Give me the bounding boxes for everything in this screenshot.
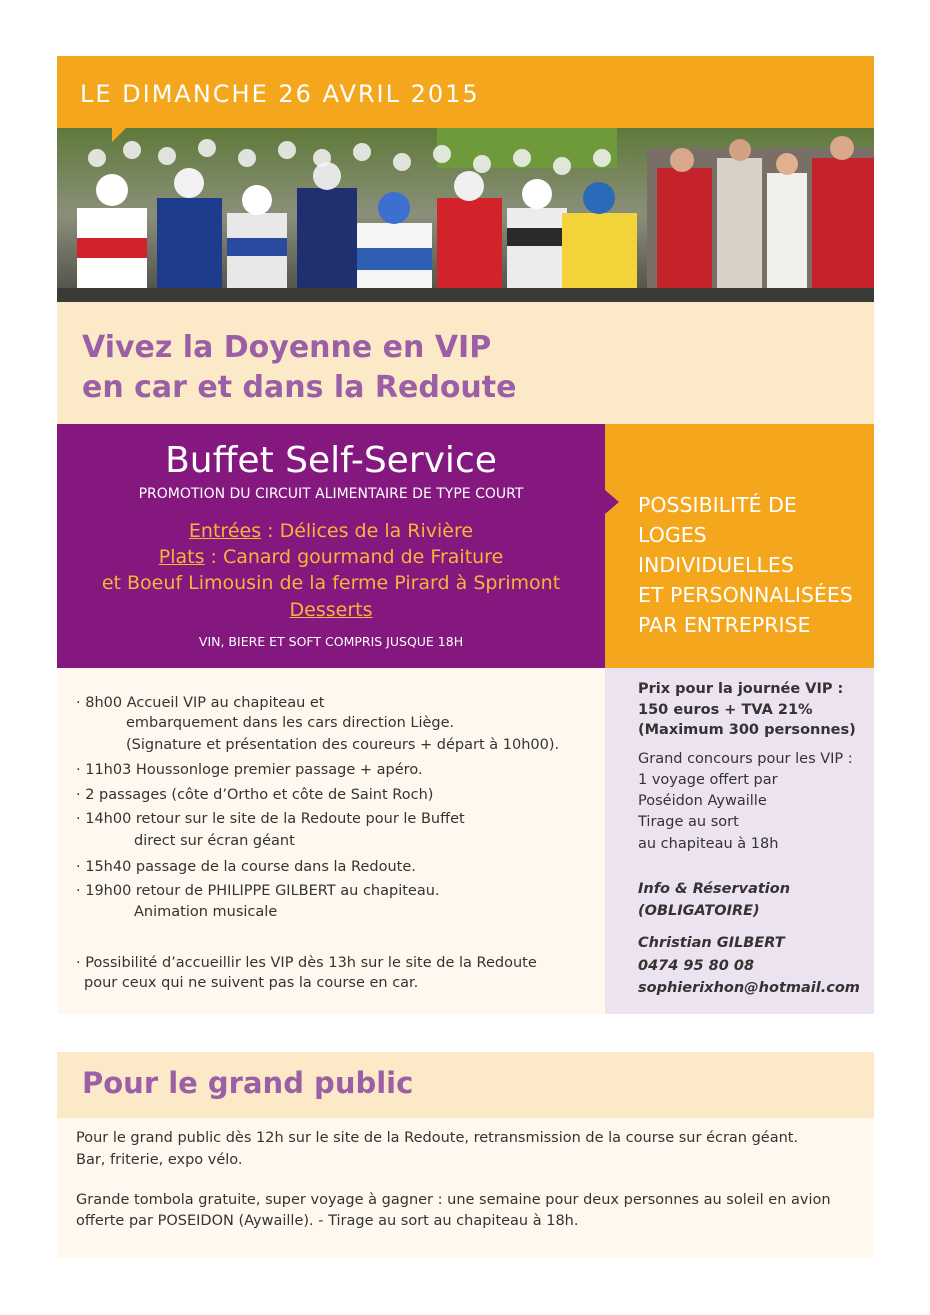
menu-plats-text: : Canard gourmand de Fraiture: [204, 546, 504, 568]
programme-line: Animation musicale: [134, 904, 278, 920]
contest-line-2: 1 voyage offert par: [638, 772, 778, 788]
public-line-1: Pour le grand public dès 12h sur le site de la Redoute, retransmission de la course sur écran géant.: [76, 1130, 799, 1146]
programme-line: · Possibilité d’accueillir les VIP dès 13h sur le site de la Redoute: [76, 955, 537, 971]
public-line-2: Bar, friterie, expo vélo.: [76, 1152, 243, 1168]
info-line-2: (OBLIGATOIRE): [638, 903, 760, 919]
programme-line: direct sur écran géant: [134, 833, 295, 849]
public-line-4: offerte par POSEIDON (Aywaille). - Tirage au sort au chapiteau à 18h.: [76, 1213, 579, 1229]
programme-line: embarquement dans les cars direction Liège.: [126, 715, 455, 731]
loges-line-3: ET PERSONNALISÉES: [638, 583, 853, 607]
menu-plats-line2: et Boeuf Limousin de la ferme Pirard à Sprimont: [101, 572, 561, 594]
programme-line: (Signature et présentation des coureurs + départ à 10h00).: [126, 737, 560, 753]
menu-entrees: [57, 520, 605, 542]
price-line-1: Prix pour la journée VIP :: [638, 681, 844, 697]
buffet-title: Buffet Self-Service: [165, 440, 497, 481]
info-line-1: Info & Réservation: [638, 881, 791, 897]
loges-text: [638, 490, 868, 640]
buffet-footer: VIN, BIERE ET SOFT COMPRIS JUSQUE 18H: [198, 634, 464, 649]
headline-line-1: Vivez la Doyenne en VIP: [82, 330, 492, 365]
buffet-subtitle: PROMOTION DU CIRCUIT ALIMENTAIRE DE TYPE COURT: [138, 486, 524, 502]
programme-line: pour ceux qui ne suivent pas la course en car.: [84, 975, 419, 991]
public-title: Pour le grand public: [82, 1066, 414, 1100]
contest-line-3: Poséidon Aywaille: [638, 793, 767, 809]
menu-plats-label: Plats: [158, 546, 205, 568]
loges-line-4: PAR ENTREPRISE: [638, 613, 811, 637]
contest-line-1: Grand concours pour les VIP :: [638, 751, 853, 767]
loges-arrow-icon: [605, 490, 619, 514]
contact-phone: 0474 95 80 08: [638, 958, 755, 974]
price-line-2: 150 euros + TVA 21%: [638, 702, 813, 718]
public-line-3: Grande tombola gratuite, super voyage à gagner : une semaine pour deux personnes au soleil en avion: [76, 1192, 831, 1208]
menu-desserts-label: Desserts: [289, 599, 373, 621]
programme-line: · 8h00 Accueil VIP au chapiteau et: [76, 695, 325, 711]
menu-desserts: [57, 599, 605, 621]
contest-line-4: Tirage au sort: [638, 814, 739, 830]
banner-tail: [112, 128, 126, 142]
menu-plats: [57, 546, 605, 568]
menu-entrees-text: : Délices de la Rivière: [261, 520, 474, 542]
loges-line-2: LOGES INDIVIDUELLES: [638, 523, 794, 577]
menu-entrees-label: Entrées: [188, 520, 262, 542]
programme-line: · 15h40 passage de la course dans la Redoute.: [76, 859, 416, 875]
price-line-3: (Maximum 300 personnes): [638, 722, 856, 738]
event-date: LE DIMANCHE 26 AVRIL 2015: [80, 80, 480, 108]
contact-name: Christian GILBERT: [638, 935, 785, 951]
contest-line-5: au chapiteau à 18h: [638, 836, 779, 852]
contact-email[interactable]: sophierixhon@hotmail.com: [638, 980, 860, 996]
cyclists-photo-illustration: [57, 128, 874, 302]
headline-line-2: en car et dans la Redoute: [82, 370, 517, 405]
cyclists-photo: [57, 128, 874, 302]
programme-line: · 19h00 retour de PHILIPPE GILBERT au chapiteau.: [76, 883, 440, 899]
loges-line-1: POSSIBILITÉ DE: [638, 493, 797, 517]
programme-line: · 11h03 Houssonloge premier passage + apéro.: [76, 762, 423, 778]
programme-line: · 14h00 retour sur le site de la Redoute pour le Buffet: [76, 811, 465, 827]
programme-line: · 2 passages (côte d’Ortho et côte de Saint Roch): [76, 787, 434, 803]
